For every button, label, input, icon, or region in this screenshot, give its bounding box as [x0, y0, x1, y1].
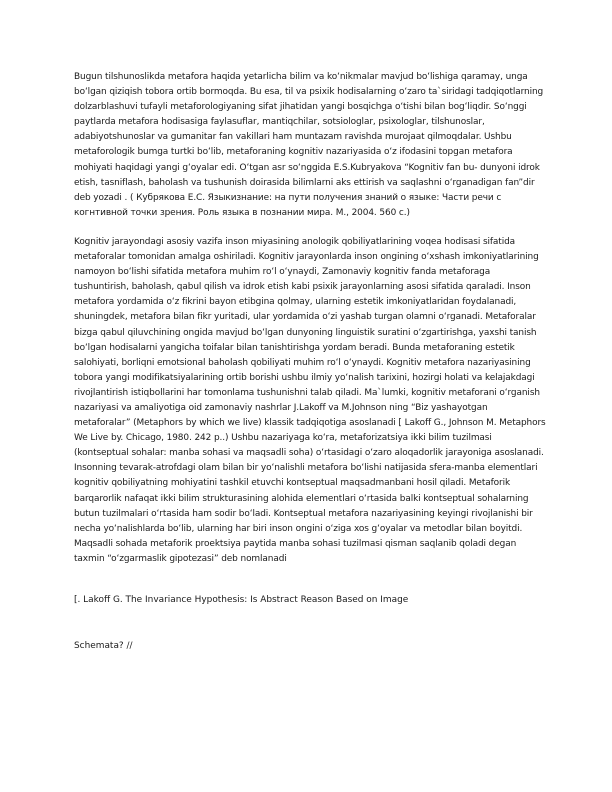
body-paragraph: Kognitiv jarayondagi asosiy vazifa inson miyasining anologik qobiliyatlarining voqea hodisasi sifatida metaforalar tomonidan amalga oshiriladi. Kognitiv jarayonlarda inson ongining oʻxshash imkoniyatlarining namoyon boʻlishi sifatida metafora muhim roʻl oʻynaydi, Zamonaviy kognitiv fanda metaforaga tushuntirish, baholash, qabul qilish va idrok etish kabi psixik jarayonlarning asosi sifatida qaraladi. Inson metafora yordamida oʻz fikrini bayon etibgina qolmay, ularning estetik imkoniyatlaridan foydalanadi, shuningdek, metafora bilan fikr yuritadi, ular yordamida oʻzi yashab turgan olamni oʻrganadi. Metaforalar bizga qabul qiluvchining ongida mavjud boʻlgan dunyoning linguistik suratini oʻzgartirishga, yaxshi tanish boʻlgan hodisalarni yangicha toifalar bilan tanishtirishga yordam beradi. Bunda metaforaning estetik salohiyati, borliqni emotsional baholash qobiliyati muhim roʻl oʻynaydi. Kognitiv metafora nazariyasining tobora yangi modifikatsiyalarining ortib borishi ushbu ilmiy yoʻnalish tarixini, hozirgi holati va kelajakdagi rivojlantirish istiqbollarini har tomonlama tushunishni talab qiladi. Ma`lumki, kognitiv metaforani oʻrganish nazariyasi va amaliyotiga oid zamonaviy nashrlar J.Lakoff va M.Johnson ning “Biz yashayotgan metaforalar” (Metaphors by which we live) klassik tadqiqotiga asoslanadi [ Lakoff G., Johnson M. Metaphors We Live by. Chicago, 1980. 242 p..) Ushbu nazariyaga koʻra, metaforizatsiya ikki bilim tuzilmasi (kontseptual sohalar: manba sohasi va maqsadli soha) oʻrtasidagi oʻzaro aloqadorlik jarayoniga asoslanadi. Insonning tevarak-atrofdagi olam bilan bir yoʻnalishli metafora boʻlishi natijasida sfera-manba elementlari kognitiv qobiliyatning mohiyatini tashkil etuvchi kontseptual maqsadmanbani hosil qiladi. Metaforik barqarorlik nafaqat ikki bilim strukturasining alohida elementlari oʻrtasida balki kontseptual sohalarning butun tuzilmalari oʻrtasida ham sodir boʻladi. Kontseptual metafora nazariyasining keyingi rivojlanishi bir necha yoʻnalishlarda boʻlib, ularning har biri inson ongini oʻziga xos gʻoyalar va metodlar bilan boyitdi. Maqsadli sohada metaforik proektsiya paytida manba sohasi tuzilmasi qisman saqlanib qoladi degan taxmin “oʻzgarmaslik gipotezasi” deb nomlanadi: [74, 236, 546, 564]
body-paragraph: Bugun tilshunoslikda metafora haqida yetarlicha bilim va koʻnikmalar mavjud boʻlishiga qaramay, unga boʻlgan qiziqish tobora ortib bormoqda. Bu esa, til va psixik hodisalarning oʻzaro ta`siridagi tadqiqotlarning dolzarblashuvi tufayli metaforologiyaning sifat jihatidan yangi bosqichga oʻtishi bilan bogʻliqdir. Soʻnggi paytlarda metafora hodisasiga faylasuflar, mantiqchilar, sotsiologlar, psixologlar, tilshunoslar, adabiyotshunoslar va gumanitar fan vakillari ham muntazam ravishda murojaat qilmoqdalar. Ushbu metaforologik bumga turtki boʻlib, metaforaning kognitiv nazariyasida oʻz ifodasini topgan metafora mohiyati haqidagi yangi gʻoyalar edi. Oʻtgan asr soʻnggida E.S.Kubryakova “Kognitiv fan bu- dunyoni idrok etish, tasniflash, baholash va tushunish doirasida bilimlarni aks ettirish va saqlashni oʻrganadigan fan”dir deb yozadi . ( Кубрякова Е.С. Языкизнание: на пути получения знаний о языке: Части речи с когнтивной точки зрения. Роль языка в познании мира. М., 2004. 560 с.): [74, 72, 544, 218]
reference-line: [. Lakoff G. The Invariance Hypothesis: Is Abstract Reason Based on Image: [74, 595, 409, 605]
reference-tail: Schemata? //: [74, 641, 133, 651]
